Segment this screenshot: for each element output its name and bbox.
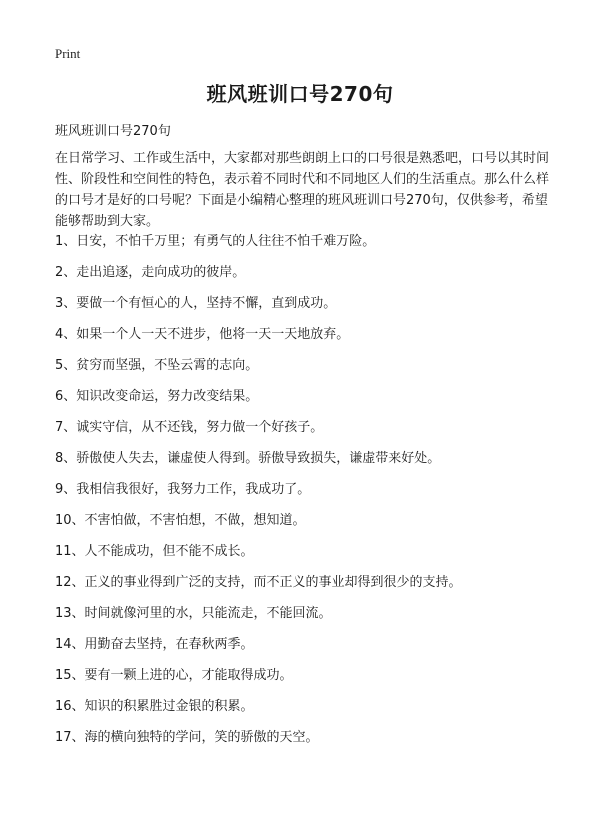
document-subtitle: 班风班训口号270句 xyxy=(55,124,171,139)
slogan-item: 16、知识的积累胜过金银的积累。 xyxy=(55,699,254,714)
slogan-item: 8、骄傲使人失去，谦虚使人得到。骄傲导致损失，谦虚带来好处。 xyxy=(55,451,441,466)
slogan-item: 9、我相信我很好，我努力工作，我成功了。 xyxy=(55,482,311,497)
slogan-list xyxy=(55,232,555,759)
slogan-item: 12、正义的事业得到广泛的支持，而不正义的事业却得到很少的支持。 xyxy=(55,575,462,590)
slogan-item: 1、日安，不怕千万里；有勇气的人往往不怕千难万险。 xyxy=(55,234,376,249)
document-title: 班风班训口号270句 xyxy=(206,82,394,106)
print-link[interactable]: Print xyxy=(55,46,81,61)
slogan-item: 5、贫穷而坚强，不坠云霄的志向。 xyxy=(55,358,259,373)
slogan-item: 14、用勤奋去坚持，在春秋两季。 xyxy=(55,637,254,652)
slogan-item: 4、如果一个人一天不进步，他将一天一天地放弃。 xyxy=(55,327,350,342)
slogan-item: 17、海的横向独特的学问，笑的骄傲的天空。 xyxy=(55,730,319,745)
slogan-item: 15、要有一颗上进的心，才能取得成功。 xyxy=(55,668,293,683)
slogan-item: 2、走出追逐，走向成功的彼岸。 xyxy=(55,265,246,280)
intro-paragraph: 在日常学习、工作或生活中，大家都对那些朗朗上口的口号很是熟悉吧，口号以其时间性、阶段性和空间性的特色，表示着不同时代和不同地区人们的生活重点。那么什么样的口号才是好的口号呢？下面是小编精心整理的班风班训口号270句，仅供参考，希望能够帮助到大家。 xyxy=(55,151,550,229)
slogan-item: 7、诚实守信，从不还钱，努力做一个好孩子。 xyxy=(55,420,324,435)
slogan-item: 11、人不能成功，但不能不成长。 xyxy=(55,544,254,559)
slogan-item: 3、要做一个有恒心的人，坚持不懈，直到成功。 xyxy=(55,296,337,311)
slogan-item: 13、时间就像河里的水，只能流走，不能回流。 xyxy=(55,606,332,621)
slogan-item: 10、不害怕做，不害怕想，不做，想知道。 xyxy=(55,513,306,528)
slogan-item: 6、知识改变命运，努力改变结果。 xyxy=(55,389,259,404)
